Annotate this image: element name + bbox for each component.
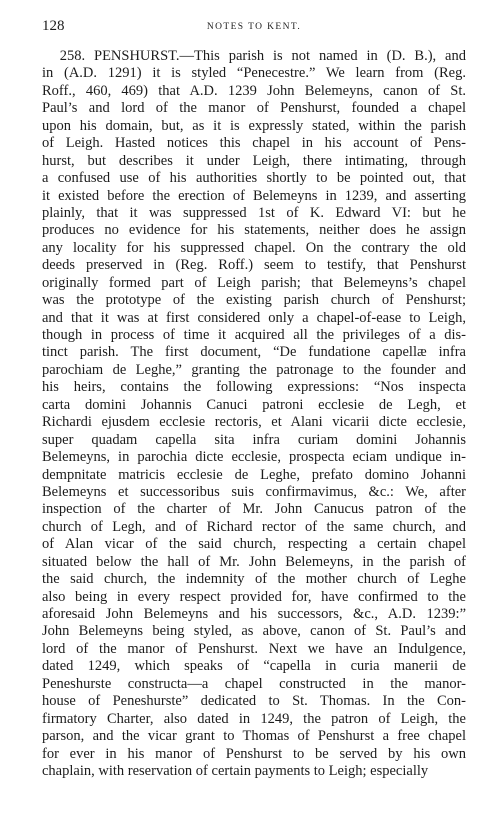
text-line: aforesaid John Belemeyns and his successors, &c., A.D. 1239:” bbox=[42, 606, 466, 622]
running-title: NOTES TO KENT. bbox=[206, 22, 302, 32]
text-line: for ever in his manor of Penshurst to be served by his own bbox=[42, 745, 466, 762]
text-line: super quadam capella sita infra curiam domini Johannis bbox=[42, 431, 466, 448]
text-line: parochiam de Leghe,” granting the patronage to the founder and bbox=[42, 361, 466, 378]
text-line: Roff., 460, 469) that A.D. 1239 John Belemeyns, canon of St. bbox=[42, 82, 466, 99]
text-line: hurst, but describes it under Leigh, there intimating, through bbox=[42, 152, 466, 169]
text-line: plainly, that it was suppressed 1st of K. Edward VI: but he bbox=[42, 204, 466, 221]
text-line: of Leigh. Hasted notices this chapel in his account of Pens- bbox=[42, 135, 466, 152]
text-line: John Belemeyns being styled, as above, canon of St. Paul’s and bbox=[42, 623, 466, 640]
text-line: any locality for his suppressed chapel. On the contrary the old bbox=[42, 239, 466, 256]
text-line: a confused use of his authorities shortly to be pointed out, that bbox=[42, 170, 466, 187]
text-line: dempnitate matricis ecclesie de Leghe, prefato domino Johanni bbox=[42, 466, 466, 483]
text-line: firmatory Charter, also dated in 1249, the patron of Leigh, the bbox=[42, 710, 466, 727]
text-line: Paul’s and lord of the manor of Penshurst, founded a chapel bbox=[42, 100, 466, 117]
text-line: though in process of time it acquired all the privileges of a dis- bbox=[42, 327, 466, 343]
note-paragraph bbox=[42, 48, 466, 780]
text-line: Richardi ejusdem ecclesie rectoris, et Alani vicarii dicte ecclesie, bbox=[42, 414, 466, 431]
text-line: Belemeyns et successoribus suis confirmavimus, &c.: We, after bbox=[42, 483, 466, 500]
text-line: house of Peneshurste” dedicated to St. Thomas. In the Con- bbox=[42, 693, 466, 710]
text-line: his heirs, contains the following expressions: “Nos inspecta bbox=[42, 379, 466, 396]
text-line: lord of the manor of Penshurst. Next we have an Indulgence, bbox=[42, 640, 466, 657]
text-line: originally formed part of Leigh parish; that Belemeyns’s chapel bbox=[42, 274, 466, 291]
text-line: church of Legh, and of Richard rector of the same church, and bbox=[42, 518, 466, 535]
text-line: 258. PENSHURST.—This parish is not named in (D. B.), and bbox=[42, 48, 466, 64]
text-line: it existed before the erection of Belemeyns in 1239, and asserting bbox=[42, 187, 466, 204]
text-line: chaplain, with reservation of certain payments to Leigh; especially bbox=[42, 762, 429, 779]
text-line: the said church, the indemnity of the mother church of Leghe bbox=[42, 571, 466, 588]
text-line: parson, and the vicar grant to Thomas of Penshurst a free chapel bbox=[42, 728, 466, 745]
text-line: situated below the hall of Mr. John Belemeyns, in the parish of bbox=[42, 553, 466, 570]
page-number: 128 bbox=[42, 18, 65, 34]
running-head bbox=[42, 16, 466, 36]
text-line: also being in every respect provided for, have confirmed to the bbox=[42, 588, 466, 605]
text-line: Belemeyns, in parochia dicte ecclesie, prospecta eciam undique in- bbox=[42, 449, 466, 466]
text-line: in (A.D. 1291) it is styled “Penecestre.” We learn from (Reg. bbox=[42, 65, 466, 82]
text-line: inspection of the charter of Mr. John Canucus patron of the bbox=[42, 501, 466, 518]
text-line: dated 1249, which speaks of “capella in curia manerii de bbox=[42, 658, 466, 675]
text-line: produces no evidence for his statements, neither does he assign bbox=[42, 222, 466, 239]
text-line: of Alan vicar of the said church, respecting a certain chapel bbox=[42, 536, 466, 553]
text-line: and that it was at first considered only a chapel-of-ease to Leigh, bbox=[42, 309, 466, 326]
text-line: deeds preserved in (Reg. Roff.) seem to testify, that Penshurst bbox=[42, 257, 466, 274]
text-line: tinct parish. The first document, “De fundatione capellæ infra bbox=[42, 344, 466, 361]
text-line: Peneshurste constructa—a chapel constructed in the manor- bbox=[42, 675, 466, 692]
text-line: upon his domain, but, as it is expressly stated, within the parish bbox=[42, 117, 466, 134]
text-line: carta domini Johannis Canuci patroni ecclesie de Legh, et bbox=[42, 396, 466, 413]
text-line: was the prototype of the existing parish church of Penshurst; bbox=[42, 292, 466, 309]
